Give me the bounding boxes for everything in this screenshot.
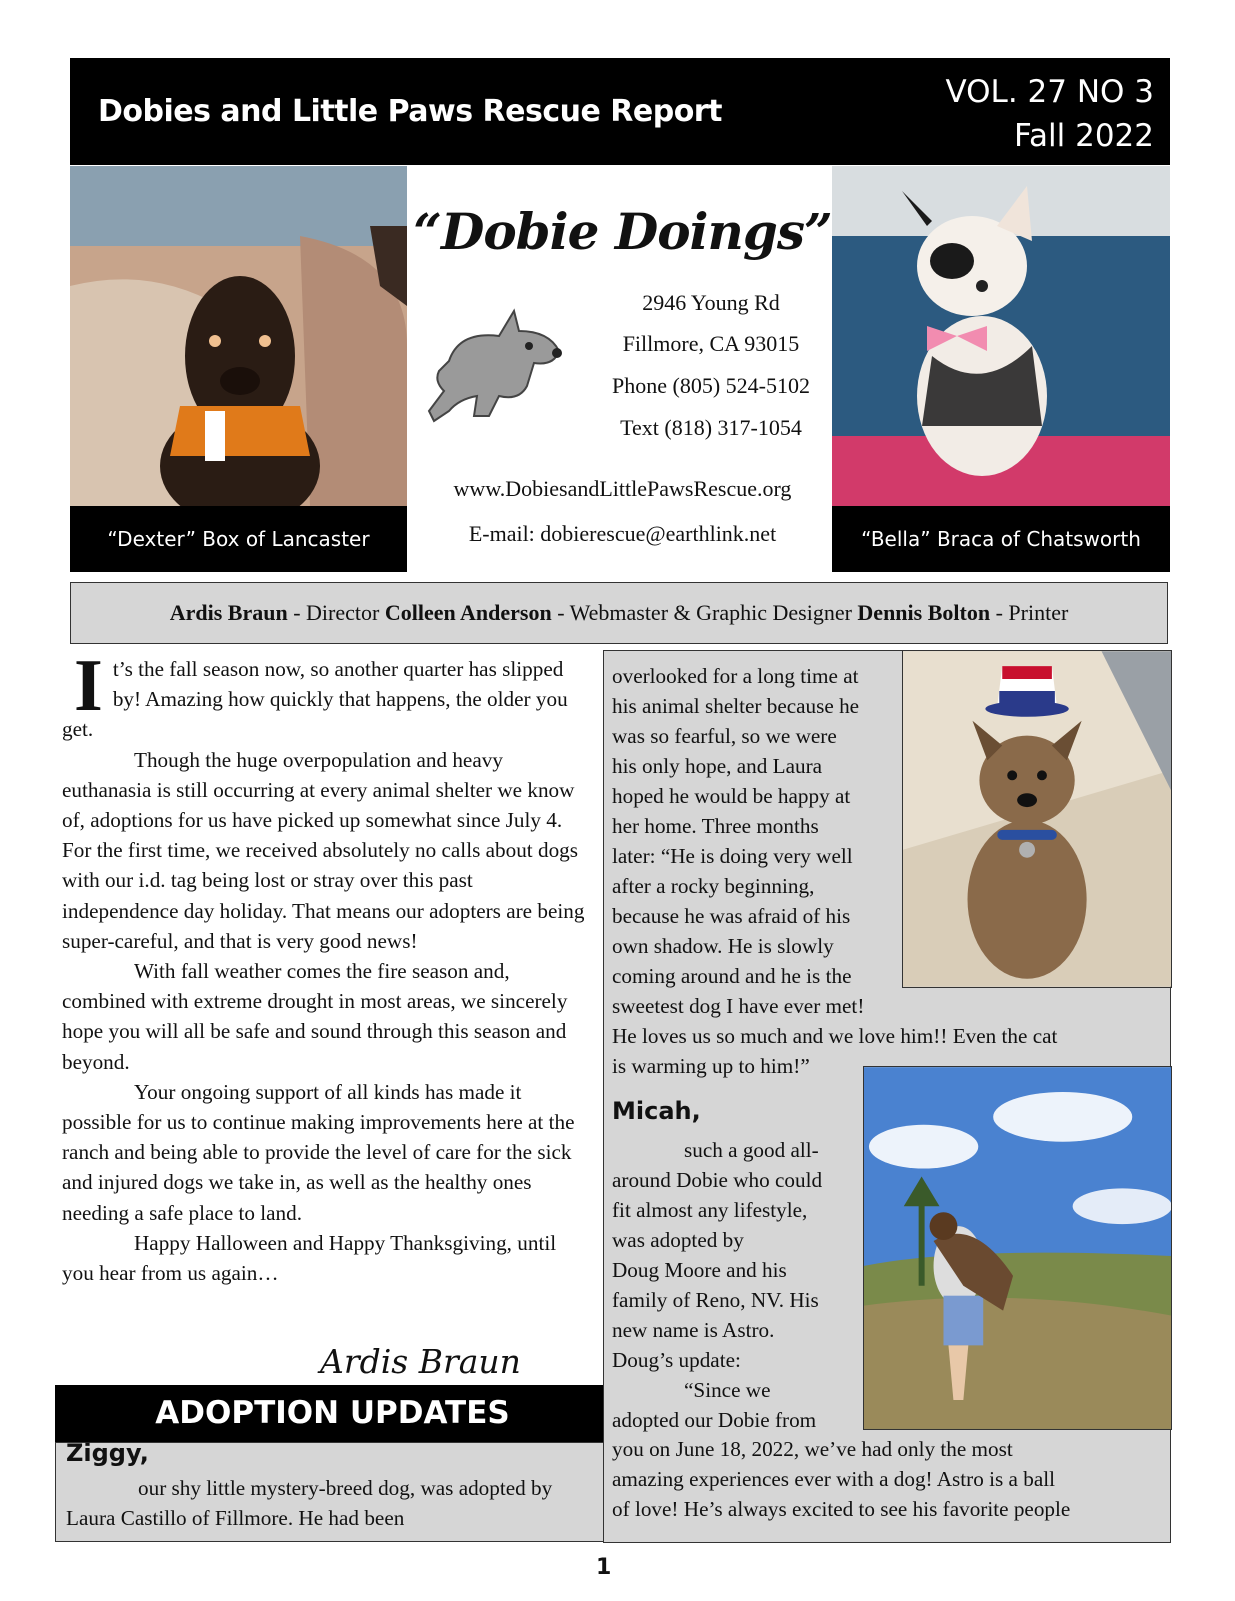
adoption-updates-heading: ADOPTION UPDATES (55, 1385, 610, 1442)
cartoon-dog-logo (419, 291, 569, 431)
bella-image (832, 166, 1170, 506)
drop-cap: I (74, 645, 103, 727)
ziggy-update-text-narrow: overlooked for a long time at his animal shelter because he was so fearful, so we were his only hope, and Laura hoped he would be happy at her home. Three months later: “He is doing very well after a rocky beginning, because he was afraid of his own shadow. He is slowly coming around and he is the sweetest dog I have ever met! (612, 664, 865, 1018)
dexter-photo (70, 166, 407, 506)
address-city: Fillmore, CA 93015 (622, 331, 800, 356)
website-link[interactable]: www.DobiesandLittlePawsRescue.org (453, 476, 792, 501)
letter-paragraph-2: Though the huge overpopulation and heavy euthanasia is still occurring at every animal shelter we know of, adoptions for us have picked up somewhat since July 4. For the first time, we received absolutely no calls about dogs with our i.d. tag being lost or stray over this past independence day holiday. That means our adopters are being super-careful, and that is very good news! (62, 747, 585, 953)
micah-update-text-wide: you on June 18, 2022, we’ve had only the most amazing experiences ever with a dog! Astro is a ball of love! He’s always excited to see his favorite people (612, 1437, 1071, 1521)
director-letter (62, 645, 592, 1288)
letter-paragraph-3: With fall weather comes the fire season and, combined with extreme drought in most areas, we sincerely hope you will all be safe and sound through this season and beyond. (62, 959, 568, 1074)
ziggy-update-box (55, 1439, 610, 1542)
staff-name-printer: Dennis Bolton (857, 600, 991, 625)
letter-paragraph-4: Your ongoing support of all kinds has made it possible for us to continue making improvements here at the ranch and being able to provide the level of care for the sick and injured dogs we take in, as well as the healthy ones needing a safe place to land. (62, 1079, 575, 1225)
email-link[interactable]: E-mail: dobierescue@earthlink.net (468, 521, 777, 546)
dexter-caption: “Dexter” Box of Lancaster (70, 506, 407, 572)
letter-paragraph-1: It’s the fall season now, so another quarter has slipped by! Amazing how quickly that happens, the older you get. (62, 645, 568, 742)
adoption-continued-column (603, 650, 1171, 1543)
ziggy-intro-text: our shy little mystery-breed dog, was adopted by Laura Castillo of Fillmore. He had been (66, 1476, 553, 1530)
staff-name-webmaster: Colleen Anderson (384, 600, 552, 625)
bella-caption: “Bella” Braca of Chatsworth (832, 506, 1170, 572)
newsletter-header (70, 58, 1170, 165)
masthead (413, 166, 832, 581)
dexter-image (70, 166, 407, 506)
page-number: 1 (596, 1555, 612, 1580)
staff-name-director: Ardis Braun (169, 600, 288, 625)
micah-image (864, 1067, 1171, 1429)
phone-number: Phone (805) 524-5102 (612, 373, 810, 398)
issue-info (945, 70, 1154, 158)
bella-photo (832, 166, 1170, 506)
staff-role-webmaster: - Webmaster & Graphic Designer (551, 600, 858, 625)
micah-photo (863, 1066, 1172, 1430)
ziggy-update-text-wide: He loves us so much and we love him!! Even the cat is warming up to him!” (612, 1024, 1058, 1078)
letter-paragraph-5: Happy Halloween and Happy Thanksgiving, until you hear from us again… (62, 1230, 557, 1286)
masthead-name: “Dobie Doings” (413, 202, 832, 261)
issue-season: Fall 2022 (1014, 118, 1154, 154)
text-number: Text (818) 317-1054 (620, 415, 802, 440)
ziggy-name: Ziggy, (66, 1439, 149, 1467)
signature: Ardis Braun (320, 1342, 521, 1381)
staff-role-director: - Director (287, 600, 385, 625)
volume-number: VOL. 27 NO 3 (945, 74, 1154, 110)
staff-role-printer: - Printer (990, 600, 1069, 625)
staff-credits (70, 582, 1168, 644)
address-street: 2946 Young Rd (642, 290, 780, 315)
micah-name: Micah, (612, 1097, 701, 1125)
newsletter-title: Dobies and Little Paws Rescue Report (98, 94, 722, 129)
ziggy-image (903, 651, 1171, 987)
ziggy-photo (902, 650, 1172, 988)
micah-update-text-narrow: such a good all- around Dobie who could fit almost any lifestyle, was adopted by Doug Moore and his family of Reno, NV. His new name is Astro. Doug’s update: “Since we adopted our Dobie from (612, 1138, 823, 1432)
